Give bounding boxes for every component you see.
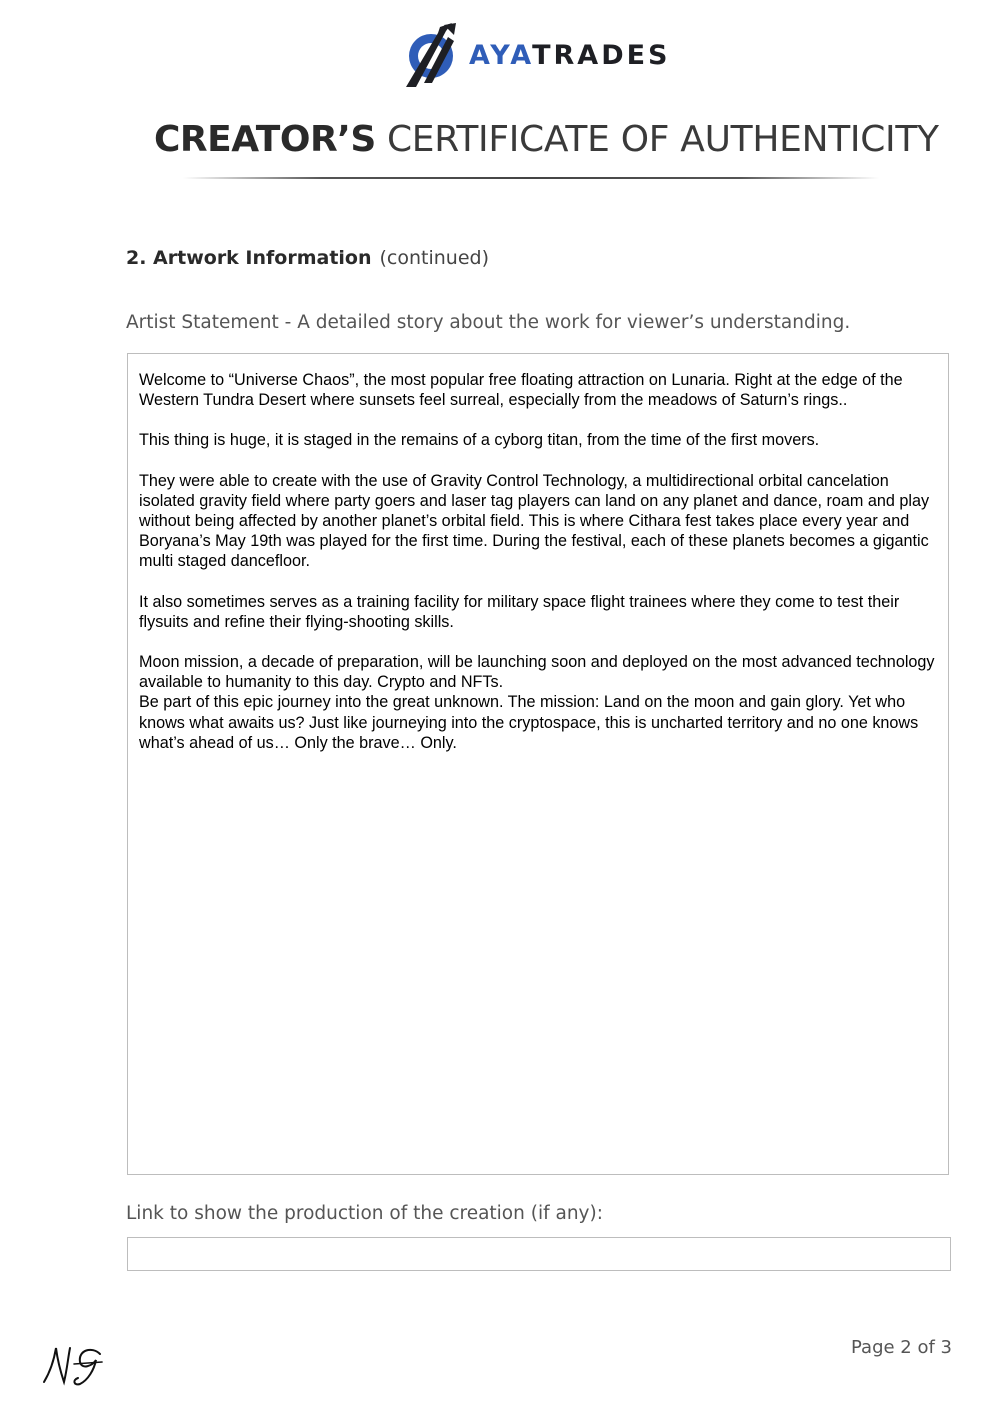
handwritten-signature	[40, 1342, 110, 1393]
statement-paragraph: Welcome to “Universe Chaos”, the most popular free floating attraction on Lunaria. Right at the edge of the Western Tundra Desert where sunsets feel surreal, especially from the meadows of Saturn’s rings..	[139, 371, 903, 410]
title-divider	[183, 177, 879, 179]
statement-paragraph: Moon mission, a decade of preparation, will be launching soon and deployed on the most advanced technology available to humanity to this day. Crypto and NFTs.	[139, 653, 935, 692]
section-heading-continued: (continued)	[379, 247, 490, 269]
artist-statement-field[interactable]	[127, 353, 949, 1175]
brand-name	[469, 38, 671, 74]
certificate-title-rest: CERTIFICATE OF AUTHENTICITY	[375, 119, 939, 160]
certificate-title	[154, 116, 939, 164]
ayatrades-logo-icon	[404, 22, 460, 92]
statement-paragraph: They were able to create with the use of Gravity Control Technology, a multidirectional orbital cancelation isolated gravity field where party goers and laser tag players can land on any planet and dance, roam and play without being affected by another planet’s orbital field. This is where Cithara fest takes place every year and Boryana’s May 19th was played for the first time. During the festival, each of these planets becomes a gigantic multi staged dancefloor.	[139, 471, 930, 571]
artist-statement-label: Artist Statement - A detailed story about the work for viewer’s understanding.	[126, 312, 851, 333]
section-heading	[126, 244, 489, 272]
statement-paragraph: It also sometimes serves as a training facility for military space flight trainees where they come to test their flysuits and refine their flying-shooting skills.	[139, 592, 900, 631]
brand-name-part1: AYA	[469, 40, 533, 71]
section-heading-title: 2. Artwork Information	[126, 247, 372, 269]
brand-name-part2: TRADES	[532, 40, 671, 71]
statement-paragraph: This thing is huge, it is staged in the remains of a cyborg titan, from the time of the first movers.	[139, 431, 820, 450]
certificate-title-bold: CREATOR’S	[154, 119, 376, 160]
page-number: Page 2 of 3	[851, 1337, 952, 1358]
statement-paragraph: Be part of this epic journey into the great unknown. The mission: Land on the moon and gain glory. Yet who knows what awaits us? Just like journeying into the cryptospace, this is uncharted territory and no one knows what’s ahead of us… Only the brave… Only.	[139, 693, 919, 752]
production-link-field[interactable]	[127, 1237, 951, 1271]
production-link-label: Link to show the production of the creation (if any):	[126, 1203, 603, 1224]
